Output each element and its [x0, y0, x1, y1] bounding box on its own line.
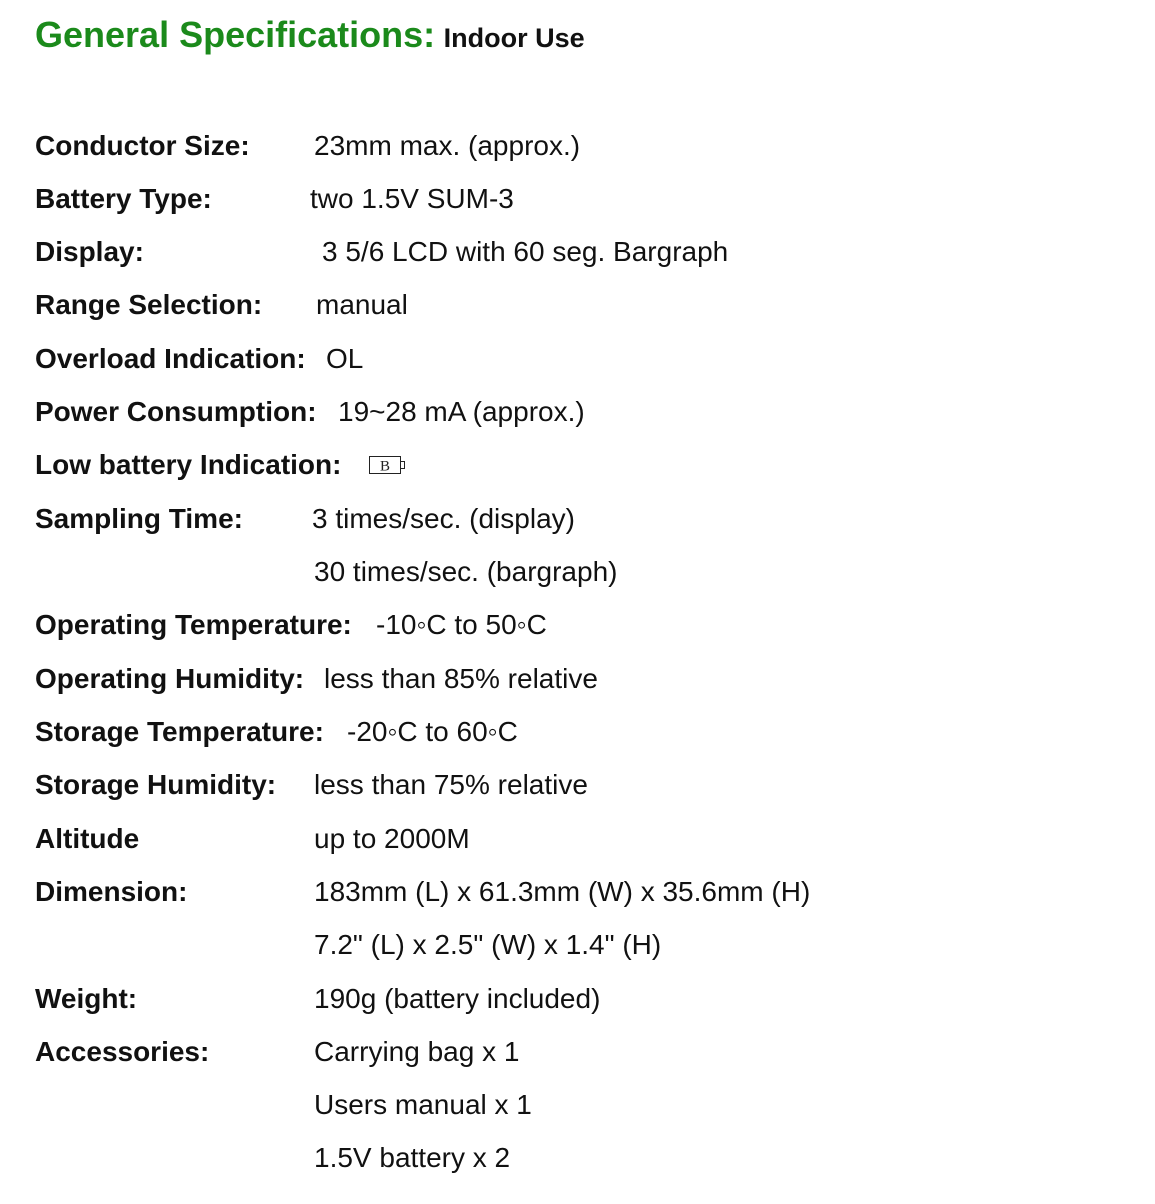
spec-label: Accessories:	[35, 1036, 210, 1067]
spec-value: 1.5V battery x 2	[314, 1142, 511, 1173]
spec-label: Operating Temperature:	[35, 609, 352, 640]
spec-value: 30 times/sec. (bargraph)	[314, 556, 618, 587]
spec-value: -10◦C to 50◦C	[376, 609, 547, 640]
spec-value: 19~28 mA (approx.)	[338, 396, 585, 427]
page-heading	[35, 14, 585, 56]
spec-value: Carrying bag x 1	[314, 1036, 520, 1067]
spec-value: 3 5/6 LCD with 60 seg. Bargraph	[322, 236, 729, 267]
page-title: General Specifications:	[35, 14, 436, 55]
spec-label: Dimension:	[35, 876, 188, 907]
spec-label: Sampling Time:	[35, 503, 243, 534]
spec-value: Users manual x 1	[314, 1089, 532, 1120]
battery-icon	[369, 456, 405, 474]
spec-label: Range Selection:	[35, 289, 263, 320]
spec-label: Power Consumption:	[35, 396, 317, 427]
spec-value: up to 2000M	[314, 823, 470, 854]
spec-label: Overload Indication:	[35, 343, 306, 374]
spec-value: 3 times/sec. (display)	[312, 503, 575, 534]
spec-label: Battery Type:	[35, 183, 212, 214]
spec-label: Weight:	[35, 983, 138, 1014]
spec-value: 23mm max. (approx.)	[314, 130, 581, 161]
spec-value: 7.2" (L) x 2.5" (W) x 1.4" (H)	[314, 929, 662, 960]
spec-value: OL	[326, 343, 364, 374]
battery-icon-letter: B	[379, 458, 391, 474]
spec-label: Altitude	[35, 823, 140, 854]
spec-value: less than 85% relative	[324, 663, 598, 694]
spec-value: -20◦C to 60◦C	[347, 716, 518, 747]
spec-value: 190g (battery included)	[314, 983, 601, 1014]
spec-label: Storage Temperature:	[35, 716, 324, 747]
spec-value: less than 75% relative	[314, 769, 588, 800]
spec-label: Operating Humidity:	[35, 663, 305, 694]
spec-label: Storage Humidity:	[35, 769, 277, 800]
spec-value: 183mm (L) x 61.3mm (W) x 35.6mm (H)	[314, 876, 811, 907]
spec-value: two 1.5V SUM-3	[310, 183, 514, 214]
spec-value: manual	[316, 289, 408, 320]
spec-label: Conductor Size:	[35, 130, 250, 161]
spec-label: Display:	[35, 236, 144, 267]
spec-label: Low battery Indication:	[35, 449, 342, 480]
page-subtitle: Indoor Use	[443, 23, 585, 53]
